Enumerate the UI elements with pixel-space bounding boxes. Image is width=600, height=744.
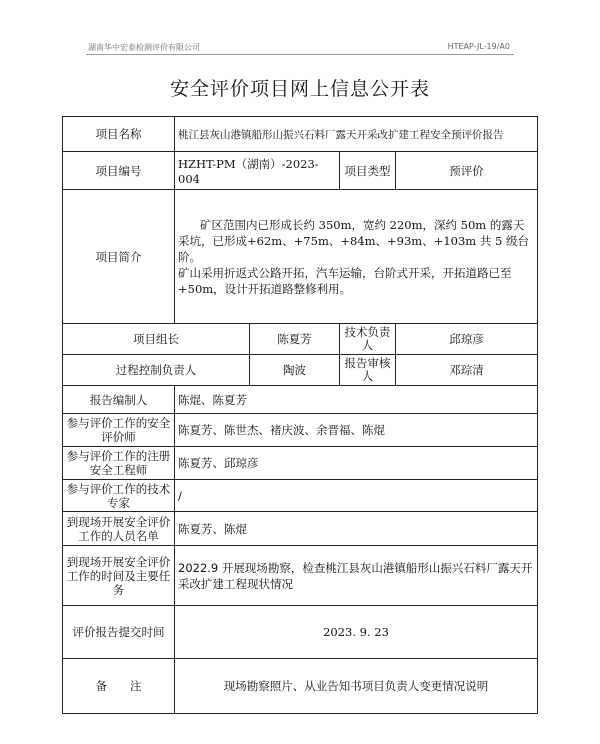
row-project-intro — [63, 190, 538, 324]
report-author-value: 陈焜、陈夏芳 — [175, 386, 538, 414]
team-leader-value: 陈夏芳 — [250, 324, 340, 355]
row-team-leader — [63, 324, 538, 355]
remarks-label: 备 注 — [63, 659, 175, 714]
tech-experts-label: 参与评价工作的技术专家 — [63, 480, 175, 512]
report-author-label: 报告编制人 — [63, 386, 175, 414]
safety-evaluators-label: 参与评价工作的安全评价师 — [63, 414, 175, 447]
site-staff-value: 陈夏芳、陈焜 — [175, 512, 538, 546]
tech-experts-value: / — [175, 480, 538, 512]
tech-lead-label: 技术负责人 — [340, 324, 396, 355]
project-name-value: 桃江县灰山港镇船形山振兴石料厂露天开采改扩建工程安全预评价报告 — [175, 117, 538, 152]
project-intro-paragraph-2: 矿山采用折返式公路开拓，汽车运输，台阶式开采，开拓道路已至+50m，设计开拓道路整修利用。 — [178, 265, 512, 296]
company-name: 湖南华中宏泰检测评价有限公司 — [88, 43, 200, 52]
row-safety-evaluators — [63, 414, 538, 447]
info-table — [62, 116, 538, 714]
safety-evaluators-value: 陈夏芳、陈世杰、褚庆波、余晋福、陈焜 — [175, 414, 538, 447]
row-project-name — [63, 117, 538, 152]
tech-lead-value: 邱琼彦 — [396, 324, 538, 355]
project-intro-value — [175, 190, 538, 324]
process-control-label: 过程控制负责人 — [63, 355, 250, 386]
submit-time-label: 评价报告提交时间 — [63, 606, 175, 659]
page-header — [86, 40, 514, 54]
header-divider — [86, 54, 514, 55]
row-site-time-tasks — [63, 546, 538, 606]
remarks-value: 现场勘察照片、从业告知书项目负责人变更情况说明 — [175, 659, 538, 714]
row-project-number — [63, 152, 538, 190]
submit-time-value: 2023. 9. 23 — [175, 606, 538, 659]
page-title: 安全评价项目网上信息公开表 — [169, 78, 430, 100]
project-intro-paragraph-1: 矿区范围内已形成长约 350m，宽约 220m，深约 50m 的露天采坑，已形成+62m、+75m、+84m、+93m、+103m 共 5 级台阶。 — [178, 217, 529, 264]
site-staff-label: 到现场开展安全评价工作的人员名单 — [63, 512, 175, 546]
row-report-author — [63, 386, 538, 414]
project-number-label: 项目编号 — [63, 152, 175, 190]
project-name-label: 项目名称 — [63, 117, 175, 152]
project-intro-label: 项目简介 — [63, 190, 175, 324]
process-control-value: 陶波 — [250, 355, 340, 386]
project-number-value: HZHT-PM（湖南）-2023-004 — [175, 152, 340, 190]
site-time-tasks-value: 2022.9 开展现场勘察，检查桃江县灰山港镇船形山振兴石料厂露天开采改扩建工程现状情况 — [175, 546, 538, 606]
registered-engineers-value: 陈夏芳、邱琼彦 — [175, 447, 538, 480]
team-leader-label: 项目组长 — [63, 324, 250, 355]
report-reviewer-label: 报告审核人 — [340, 355, 396, 386]
row-remarks — [63, 659, 538, 714]
project-type-label: 项目类型 — [340, 152, 396, 190]
registered-engineers-label: 参与评价工作的注册安全工程师 — [63, 447, 175, 480]
site-time-tasks-label: 到现场开展安全评价工作的时间及主要任务 — [63, 546, 175, 606]
row-site-staff — [63, 512, 538, 546]
row-submit-time — [63, 606, 538, 659]
document-code: HTEAP-JL-19/A0 — [447, 42, 510, 51]
project-type-value: 预评价 — [396, 152, 538, 190]
row-tech-experts — [63, 480, 538, 512]
row-process-control — [63, 355, 538, 386]
report-reviewer-value: 邓琮清 — [396, 355, 538, 386]
row-registered-engineers — [63, 447, 538, 480]
